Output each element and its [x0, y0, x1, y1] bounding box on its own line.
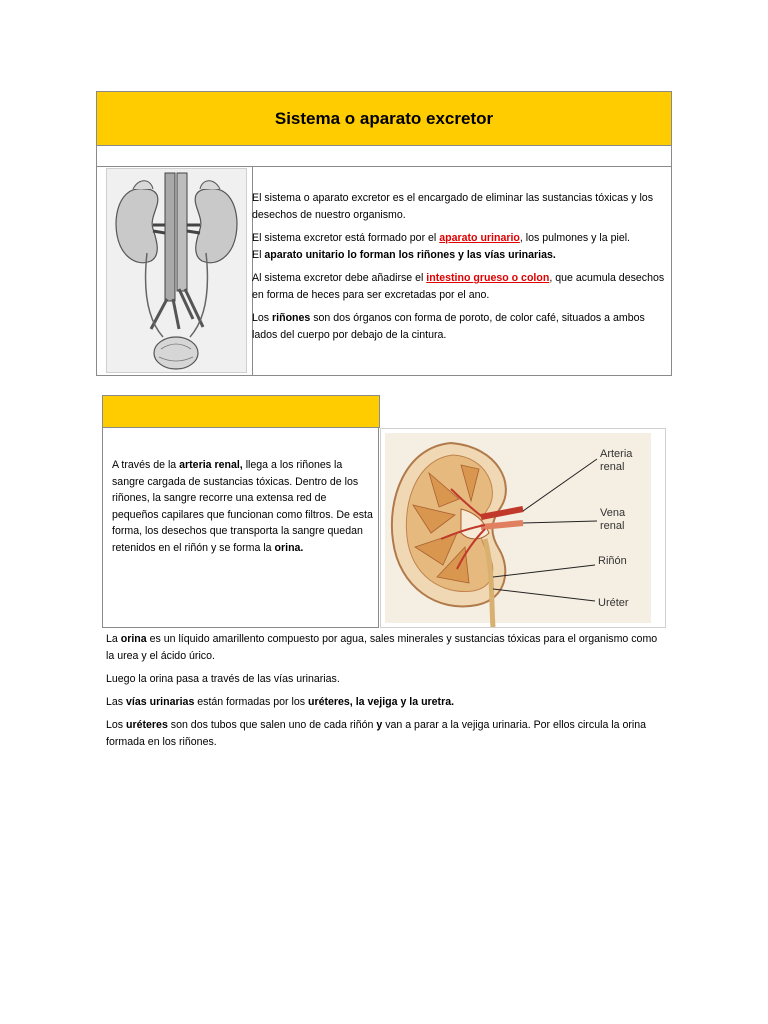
bottom-p3-bold-1: vías urinarias — [126, 696, 195, 708]
intro-paragraph-1: El sistema o aparato excretor es el encargado de eliminar las sustancias tóxicas y los desechos de nuestro organismo. — [252, 192, 653, 221]
bottom-p4-bold-1: uréteres — [126, 719, 168, 731]
kidney-drawing — [381, 429, 665, 627]
intro-p2-text-2: , los pulmones y la piel. — [519, 232, 631, 244]
bottom-p3-text-2: están formadas por los — [194, 696, 308, 708]
kidney-cross-section-illustration — [380, 428, 666, 628]
aparato-urinario-link[interactable]: aparato urinario — [439, 232, 520, 244]
intro-p2-text-3: El — [252, 249, 265, 261]
bottom-p4-text-3: van a parar a la vejiga urinaria. Por ellos circula la orina formada en los riñones. — [106, 719, 647, 748]
intro-p4-text: Los — [252, 312, 273, 324]
intro-paragraph-3 — [252, 270, 672, 304]
blank-table-row — [96, 146, 672, 167]
renal-paragraph — [112, 457, 374, 556]
label-renal-1: renal — [600, 461, 625, 473]
intro-p2-text: El sistema excretor está formado por el — [252, 232, 440, 244]
intro-p3-text-2: , que acumula desechos en forma de heces para ser excretadas por el ano. — [252, 272, 665, 301]
bottom-text — [106, 631, 666, 757]
urinary-system-illustration — [106, 168, 247, 373]
label-vena: Vena — [600, 507, 626, 519]
intro-p4-bold: riñones — [272, 312, 311, 324]
renal-bold-1: arteria renal, — [179, 459, 243, 471]
intro-p4-text-2: son dos órganos con forma de poroto, de color café, situados a ambos lados del cuerpo por debajo de la cintura. — [252, 312, 645, 341]
urinary-system-drawing — [107, 169, 246, 372]
bottom-p4-text-2: son dos tubos que salen uno de cada riñón — [167, 719, 377, 731]
title-bar — [96, 91, 672, 146]
label-arteria: Arteria — [600, 448, 633, 460]
bottom-p3-text: Las — [106, 696, 127, 708]
bottom-p1-text-2: es un líquido amarillento compuesto por agua, sales minerales y sustancias tóxicas para el organismo como la urea y el ácido úrico. — [106, 633, 658, 662]
label-renal-2: renal — [600, 520, 625, 532]
bottom-paragraph-3 — [106, 694, 666, 711]
intro-paragraph-2 — [252, 230, 672, 264]
renal-bold-2: orina. — [274, 541, 304, 554]
intro-paragraph-4 — [252, 310, 672, 344]
label-ureter: Uréter — [598, 597, 629, 609]
intro-p2-bold: aparato unitario lo forman los riñones y las vías urinarias. — [264, 249, 556, 261]
renal-section-header — [102, 395, 380, 428]
bottom-p1-text: La — [106, 633, 121, 645]
page-title: Sistema o aparato excretor — [274, 108, 494, 128]
bottom-p4-text: Los — [106, 719, 127, 731]
bottom-p1-bold: orina — [120, 633, 147, 645]
intestino-grueso-link[interactable]: intestino grueso o colon — [426, 272, 550, 284]
bottom-paragraph-4 — [106, 717, 666, 751]
bottom-paragraph-1 — [106, 631, 666, 665]
bottom-p4-bold-2: y — [376, 719, 383, 731]
bottom-paragraph-2: Luego la orina pasa a través de las vías urinarias. — [106, 673, 340, 685]
intro-text — [252, 190, 672, 350]
label-rinon: Riñón — [598, 555, 627, 567]
renal-text-2: llega a los riñones la sangre cargada de sustancias tóxicas. Dentro de los riñones, la sangre recorre una extensa red de pequeños capilares que funcionan como filtros. De esta forma, los desechos que transporta la sangre quedan retenidos en el riñón y se forma la — [112, 459, 373, 554]
renal-text-1: A través de la — [112, 459, 180, 471]
bottom-p3-bold-2: uréteres, la vejiga y la uretra. — [308, 696, 455, 708]
intro-p3-text: Al sistema excretor debe añadirse el — [252, 272, 427, 284]
